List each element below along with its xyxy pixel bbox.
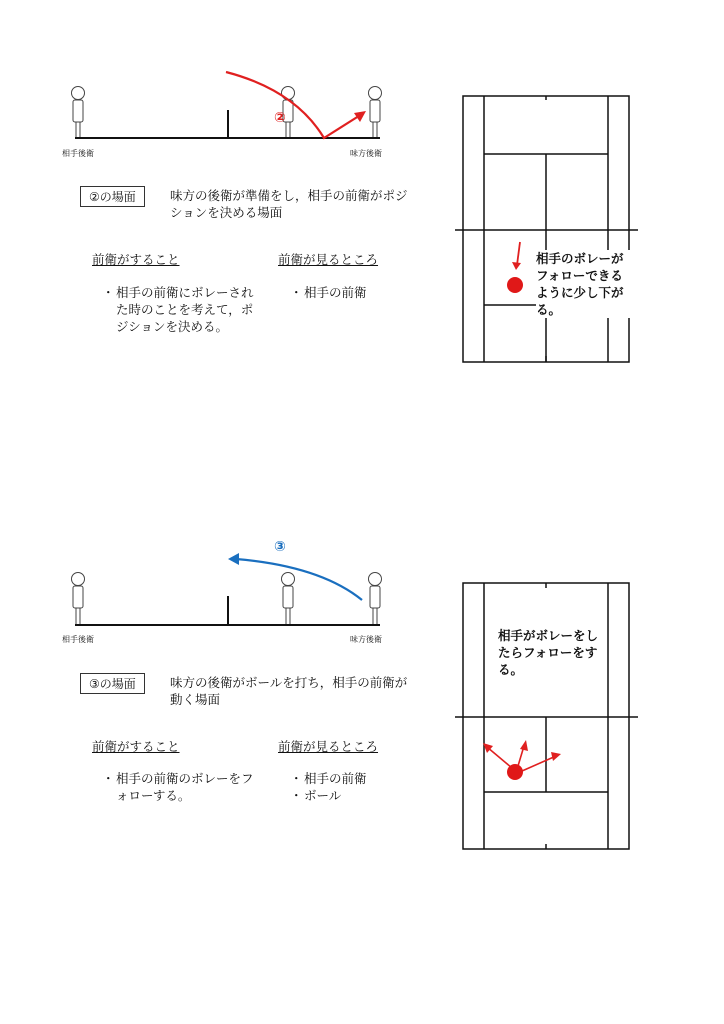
list-item: ・ ボール <box>292 787 412 804</box>
label-opponent-back: 相手後衛 <box>62 149 94 158</box>
list-item: ・ 相手の前衛のボレーをフォローする。 <box>104 770 254 804</box>
court-note: 相手のボレーがフォローできるように少し下がる。 <box>536 250 634 318</box>
what-to-do-heading: 前衛がすること <box>92 252 180 267</box>
arrow-number: ③ <box>274 539 286 555</box>
list-item: ・ 相手の前衛 <box>292 770 412 787</box>
scene-label: ③の場面 <box>80 673 145 694</box>
court-note: 相手がボレーをしたらフォローをする。 <box>498 628 599 677</box>
label-our-back: 味方後衛 <box>350 635 382 644</box>
label-opponent-back: 相手後衛 <box>62 635 94 644</box>
arrow-number: ② <box>274 110 286 126</box>
what-to-watch-heading: 前衛が見るところ <box>278 739 379 754</box>
scene-label: ②の場面 <box>80 186 145 207</box>
scene-description: 味方の後衛がボールを打ち，相手の前衛が動く場面 <box>170 675 408 707</box>
list-item: ・ 相手の前衛にボレーされた時のことを考えて，ポジションを決める。 <box>104 284 254 335</box>
what-to-watch-heading: 前衛が見るところ <box>278 252 379 267</box>
what-to-do-heading: 前衛がすること <box>92 739 180 754</box>
scene-description: 味方の後衛が準備をし，相手の前衛がポジションを決める場面 <box>170 188 408 220</box>
list-item: ・ 相手の前衛 <box>292 284 412 301</box>
label-our-back: 味方後衛 <box>350 149 382 158</box>
ball-icon <box>507 764 523 780</box>
